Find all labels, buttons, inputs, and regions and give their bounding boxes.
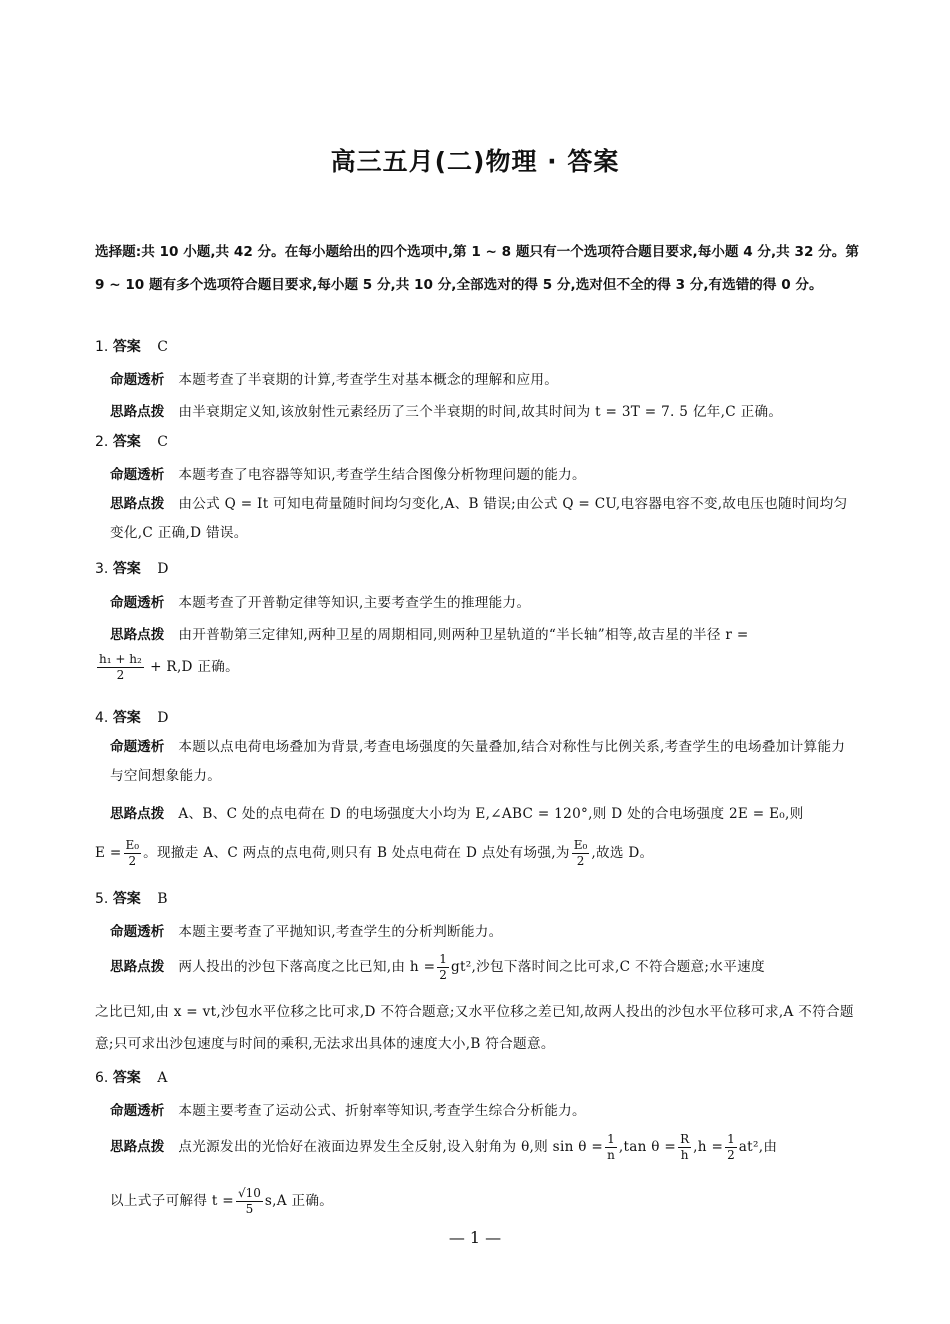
answer-value: C (157, 434, 168, 450)
hint-text: ,tan θ = (618, 1139, 677, 1155)
fraction-denominator: 2 (128, 854, 137, 868)
hint-text: 以上式子可解得 t = (110, 1193, 234, 1209)
fraction (725, 1132, 737, 1163)
question-number: 3. (95, 561, 109, 577)
question-5-hint-cont (95, 996, 858, 1060)
insight-text: 本题考查了电容器等知识,考查学生结合图像分析物理问题的能力。 (178, 467, 586, 483)
fraction-denominator: 5 (245, 1202, 254, 1216)
insight-text: 本题主要考查了平抛知识,考查学生的分析判断能力。 (178, 924, 503, 940)
fraction (605, 1132, 617, 1163)
hint-label: 思路点拨 (110, 496, 165, 512)
insight-text: 本题以点电荷电场叠加为背景,考查电场强度的矢量叠加,结合对称性与比例关系,考查学生的电场叠加计算能力与空间想象能力。 (110, 739, 846, 784)
fraction-numerator: 1 (439, 952, 447, 966)
hint-label: 思路点拨 (110, 627, 165, 643)
hint-text: 两人投出的沙包下落高度之比已知,由 h = (178, 959, 436, 975)
fraction-denominator: 2 (439, 968, 447, 982)
question-4-hint-cont (95, 838, 843, 869)
fraction (124, 838, 142, 869)
question-6-insight (110, 1099, 858, 1119)
question-6-hint-cont (110, 1186, 858, 1217)
hint-label: 思路点拨 (110, 806, 165, 822)
question-2-answer (95, 431, 168, 451)
fraction-denominator: 2 (576, 854, 585, 868)
hint-text: 。现撤走 A、C 两点的点电荷,则只有 B 处点电荷在 D 点处有场强,为 (143, 845, 570, 861)
question-5-hint (110, 952, 858, 983)
insight-text: 本题考查了半衰期的计算,考查学生对基本概念的理解和应用。 (178, 372, 559, 388)
fraction-denominator: 2 (116, 668, 125, 682)
question-6-answer (95, 1067, 167, 1087)
fraction-numerator: E₀ (125, 838, 140, 852)
question-3-insight (110, 591, 858, 611)
answer-value: D (157, 561, 169, 577)
insight-label: 命题透析 (110, 372, 165, 388)
answer-value: B (157, 891, 168, 907)
question-4-insight (110, 733, 858, 791)
hint-text: ,h = (693, 1139, 724, 1155)
page-number: — 1 — (448, 1228, 502, 1247)
answer-value: D (157, 710, 169, 726)
hint-text: at²,由 (738, 1139, 778, 1155)
hint-text: E = (95, 845, 122, 861)
answer-value: C (157, 339, 168, 355)
question-2-hint (110, 490, 858, 548)
hint-text: 点光源发出的光恰好在液面边界发生全反射,设入射角为 θ,则 sin θ = (178, 1139, 604, 1155)
question-1-answer (95, 336, 168, 356)
question-number: 6. (95, 1070, 109, 1086)
insight-label: 命题透析 (110, 467, 165, 483)
hint-text: 由公式 Q = It 可知电荷量随时间均匀变化,A、B 错误;由公式 Q = CU,电容器电容不变,故电压也随时间均匀变化,C 正确,D 错误。 (110, 496, 848, 541)
answer-label: 答案 (112, 710, 141, 726)
hint-text: 由开普勒第三定律知,两种卫星的周期相同,则两种卫星轨道的“半长轴”相等,故吉星的半径 r = (178, 627, 749, 643)
insight-label: 命题透析 (110, 739, 165, 755)
hint-label: 思路点拨 (110, 1139, 165, 1155)
insight-label: 命题透析 (110, 1103, 165, 1119)
question-number: 5. (95, 891, 109, 907)
fraction (572, 838, 590, 869)
question-5-insight (110, 920, 858, 940)
fraction (437, 952, 449, 983)
answer-label: 答案 (112, 434, 141, 450)
fraction-denominator: n (607, 1148, 615, 1162)
hint-text: 由半衰期定义知,该放射性元素经历了三个半衰期的时间,故其时间为 t = 3T = 7. 5 亿年,C 正确。 (178, 404, 783, 420)
insight-label: 命题透析 (110, 595, 165, 611)
hint-text: + R,D 正确。 (150, 659, 240, 675)
hint-text: A、B、C 处的点电荷在 D 的电场强度大小均为 E,∠ABC = 120°,则 D 处的合电场强度 2E = E₀,则 (178, 806, 804, 822)
question-number: 4. (95, 710, 109, 726)
answer-label: 答案 (112, 891, 141, 907)
answer-label: 答案 (112, 1070, 141, 1086)
fraction-denominator: h (680, 1148, 689, 1162)
question-3-hint (110, 623, 858, 643)
hint-text: s,A 正确。 (264, 1193, 334, 1209)
hint-label: 思路点拨 (110, 404, 165, 420)
answer-value: A (157, 1070, 168, 1086)
hint-text: gt²,沙包下落时间之比可求,C 不符合题意;水平速度 (450, 959, 765, 975)
section-intro: 选择题:共 10 小题,共 42 分。在每小题给出的四个选项中,第 1 ~ 8 题只有一个选项符合题目要求,每小题 4 分,共 32 分。第 9 ~ 10 题有多个选项符合题目要求,每小题 5 分,共 10 分,全部选对的得 5 分,选对但不全的得 3 分,有选错的得 0 分。 (95, 244, 859, 293)
hint-text: 之比已知,由 x = vt,沙包水平位移之比可求,D 不符合题意;又水平位移之差已知,故两人投出的沙包水平位移可求,A 不符合题意;只可求出沙包速度与时间的乘积,无法求出具体的速度大小,B 符合题意。 (95, 1004, 854, 1052)
fraction-numerator: 1 (727, 1132, 735, 1146)
fraction (97, 652, 144, 683)
hint-label: 思路点拨 (110, 959, 165, 975)
insight-text: 本题主要考查了运动公式、折射率等知识,考查学生综合分析能力。 (178, 1103, 586, 1119)
fraction-denominator: 2 (727, 1148, 735, 1162)
question-4-hint (110, 802, 858, 822)
question-1-hint (110, 400, 858, 420)
answer-label: 答案 (112, 339, 141, 355)
question-1-insight (110, 368, 858, 388)
insight-label: 命题透析 (110, 924, 165, 940)
question-3-answer (95, 558, 169, 578)
hint-text: ,故选 D。 (591, 845, 654, 861)
fraction (678, 1132, 691, 1163)
insight-text: 本题考查了开普勒定律等知识,主要考查学生的推理能力。 (178, 595, 531, 611)
fraction-numerator: E₀ (573, 838, 588, 852)
question-5-answer (95, 888, 168, 908)
question-4-answer (95, 707, 169, 727)
question-2-insight (110, 463, 858, 483)
question-3-hint-cont (95, 652, 843, 683)
fraction (236, 1186, 263, 1217)
question-number: 1. (95, 339, 109, 355)
fraction-numerator: √10 (237, 1186, 261, 1200)
fraction-numerator: 1 (605, 1132, 617, 1148)
fraction-numerator: R (680, 1132, 690, 1146)
fraction-numerator: h₁ + h₂ (99, 652, 142, 666)
page-title: 高三五月(二)物理 · 答案 (330, 147, 620, 176)
question-6-hint (110, 1132, 858, 1163)
question-number: 2. (95, 434, 109, 450)
answer-label: 答案 (112, 561, 141, 577)
